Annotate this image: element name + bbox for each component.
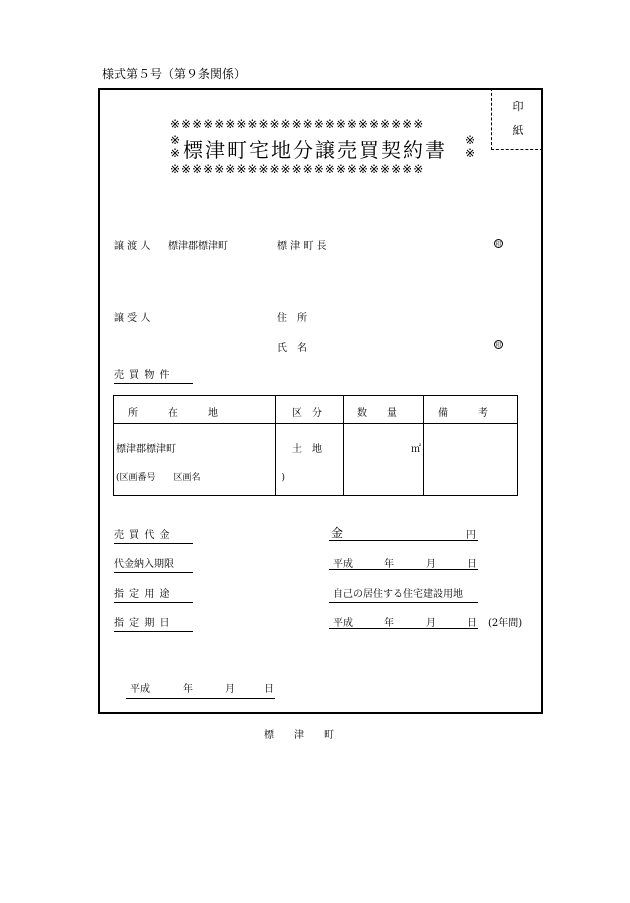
- star-left-2: ※: [170, 146, 181, 160]
- designated-month: 月: [426, 618, 436, 629]
- stamp-label-bottom: 紙: [512, 124, 524, 137]
- transferor-name: 標 津 町 長: [277, 241, 327, 252]
- property-heading: 売 買 物 件: [114, 366, 193, 384]
- star-border-bottom: ※※※※※※※※※※※※※※※※※※※※※※※: [170, 163, 425, 175]
- table-col-divider-2: [343, 396, 344, 495]
- price-field: [329, 525, 478, 541]
- contract-era: 平成: [130, 684, 150, 695]
- star-right-1: ※: [465, 133, 476, 147]
- table-col-divider-3: [423, 396, 424, 495]
- period-note: (2年間): [488, 618, 523, 629]
- star-border-top: ※※※※※※※※※※※※※※※※※※※※※※※: [170, 118, 425, 130]
- transferor-address: 標津郡標津町: [168, 241, 228, 252]
- term-label-price: 売 買 代 金: [114, 526, 193, 544]
- deadline-month: 月: [426, 559, 436, 570]
- cell-lot-info: (区画番号 区画名 ): [116, 473, 286, 483]
- issuer-name: 標 津 町: [264, 730, 334, 741]
- document-title: 標津町宅地分譲売買契約書: [183, 138, 447, 162]
- table-header-divider: [114, 423, 517, 424]
- star-right-2: ※: [465, 146, 476, 160]
- deadline-day: 日: [467, 559, 477, 570]
- revenue-stamp-box: [491, 88, 543, 150]
- deadline-era: 平成: [333, 559, 353, 570]
- term-label-usage: 指 定 用 途: [114, 585, 193, 603]
- designated-day: 日: [467, 618, 477, 629]
- contract-year: 年: [183, 684, 193, 695]
- cell-unit: ㎡: [411, 444, 421, 455]
- deadline-year: 年: [384, 559, 394, 570]
- contract-month: 月: [225, 684, 235, 695]
- header-quantity: 数 量: [357, 408, 397, 419]
- form-number: 様式第５号（第９条関係）: [102, 67, 247, 81]
- property-table: [113, 395, 518, 496]
- term-label-deadline: 代金納入期限: [114, 555, 193, 573]
- designated-date-field: [329, 614, 478, 629]
- stamp-label-top: 印: [512, 100, 524, 113]
- transferee-name-label: 氏 名: [277, 343, 307, 354]
- cell-category: 土 地: [292, 444, 322, 455]
- deadline-date-field: [329, 555, 478, 570]
- price-unit: 円: [466, 530, 476, 541]
- seal-mark-transferor: 印: [495, 241, 502, 248]
- designated-year: 年: [384, 618, 394, 629]
- header-location: 所 在 地: [128, 408, 218, 419]
- designated-era: 平成: [333, 618, 353, 629]
- transferor-label: 譲 渡 人: [114, 241, 151, 252]
- term-label-date: 指 定 期 日: [114, 614, 193, 632]
- star-left-1: ※: [170, 133, 181, 147]
- header-category: 区 分: [292, 408, 322, 419]
- transferee-address-label: 住 所: [277, 313, 307, 324]
- header-remarks: 備 考: [438, 408, 488, 419]
- contract-date-field: [126, 680, 275, 699]
- seal-mark-transferee: 印: [495, 342, 502, 349]
- cell-location: 標津郡標津町: [116, 444, 176, 455]
- price-prefix: 金: [331, 526, 344, 540]
- contract-day: 日: [264, 684, 274, 695]
- transferee-label: 譲 受 人: [114, 313, 151, 324]
- usage-value: 自己の居住する住宅建設用地: [329, 585, 478, 603]
